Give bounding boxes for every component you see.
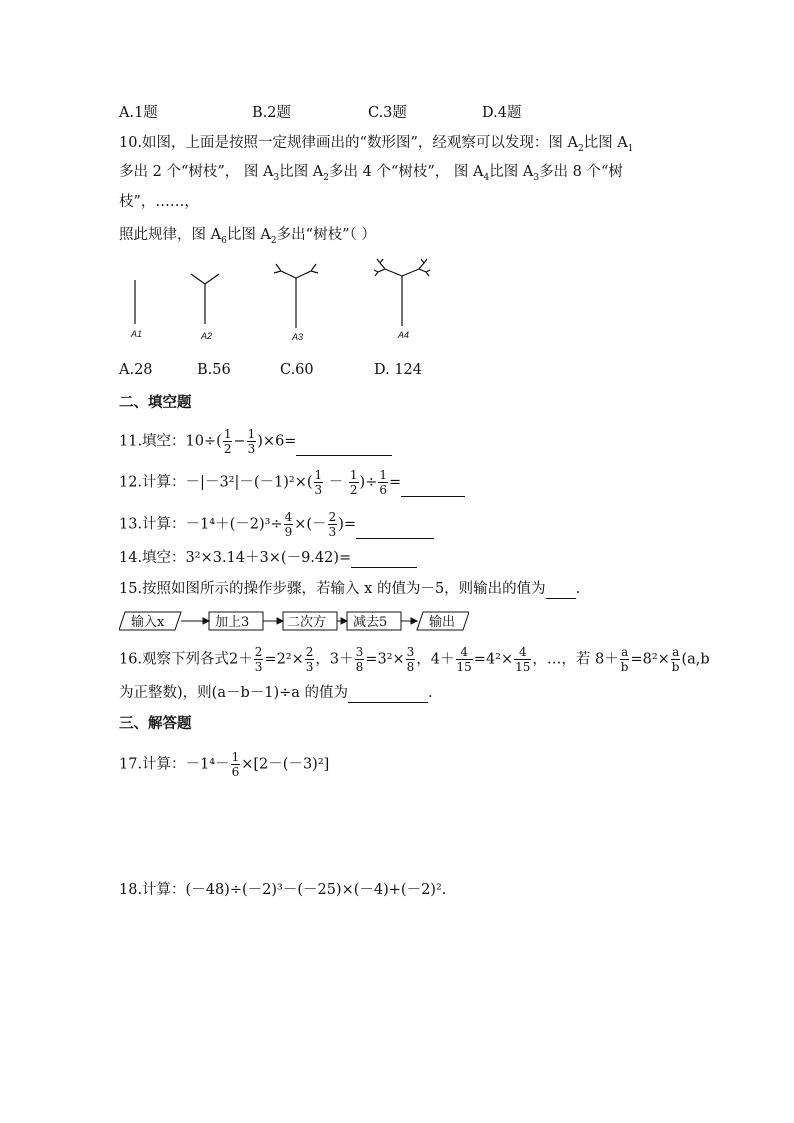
tree-label-a4: A4 (398, 330, 410, 340)
q10-option-c: C.60 (280, 362, 314, 378)
q12-answer-blank (401, 480, 465, 497)
q12: 12.计算：－|－3²|－(－1)²×( $\frac{1}{3}$ － $\frac{1}{2}$ )÷ $\frac{1}{6}$ = (119, 468, 465, 497)
section-2-heading: 二、填空题 (119, 394, 192, 411)
q15: 15.按照如图所示的操作步骤，若输入 x 的值为－5，则输出的值为 . (119, 581, 581, 597)
q16-answer-blank (348, 686, 428, 703)
q11: 11.填空：10÷( $\frac{1}{2}$ − $\frac{1}{3}$ )×6= (119, 427, 392, 456)
q10-line1: 10.如图，上面是按照一定规律画出的“数形图”，经观察可以发现：图 $A_2$比图 $A_1$ (119, 135, 634, 154)
flow-step-subtract: 减去5 (353, 615, 388, 630)
q17: 17.计算：－1⁴－ $\frac{1}{6}$ ×[2－(－3)²] (119, 750, 330, 779)
q16-line1: 16.观察下列各式2＋ $\frac{2}{3}$ =2²× $\frac{2}{3}$ ，3＋ $\frac{3}{8}$ =3²× $\frac{3}{8}$ ，4＋ $\frac{4}{15}$ =4²× $\frac{4}{15}$ ，…，若 8＋ $\frac{a}{b}$ =8²× $\frac{a}{b}$ (a,b (119, 645, 710, 674)
q14-answer-blank (351, 551, 417, 568)
tree-label-a1: A1 (131, 329, 143, 339)
q10-option-b: B.56 (197, 362, 231, 378)
q15-answer-blank (546, 582, 576, 599)
q9-option-d: D.4题 (482, 105, 522, 121)
q15-flowchart (119, 610, 469, 632)
flow-step-output: 输出 (429, 615, 456, 630)
q10-line2: 多出 2 个“树枝”， 图 $A_3$比图 $A_2$多出 4 个“树枝”， 图 $A_4$比图 $A_3$多出 8 个“树 (119, 164, 623, 183)
q9-option-b: B.2题 (252, 105, 291, 121)
q9-option-c: C.3题 (368, 105, 407, 121)
tree-label-a3: A3 (292, 332, 304, 342)
tree-figure (119, 258, 449, 348)
q10-line4: 照此规律，图 $A_6$比图 $A_2$多出“树枝”（ ） (119, 227, 376, 246)
flow-step-square: 二次方 (287, 615, 327, 630)
q13: 13.计算：－1⁴＋(－2)³÷ $\frac{4}{9}$ ×(－ $\frac{2}{3}$ )= (119, 510, 434, 539)
q14: 14.填空：3²×3.14＋3×(－9.42)= (119, 548, 417, 568)
q18: 18.计算：(－48)÷(－2)³－(－25)×(－4)+(－2)². (119, 882, 447, 898)
q16-line2: 为正整数)，则(a－b－1)÷a 的值为 . (119, 685, 433, 701)
tree-label-a2: A2 (201, 331, 213, 341)
q11-answer-blank (296, 439, 392, 456)
flow-step-add: 加上3 (215, 615, 250, 630)
q9-option-a: A.1题 (119, 105, 158, 121)
q10-line3: 枝”，……， (119, 194, 199, 210)
q10-option-d: D. 124 (374, 362, 423, 378)
q13-answer-blank (356, 522, 434, 539)
q10-option-a: A.28 (119, 362, 153, 378)
section-3-heading: 三、解答题 (119, 715, 192, 732)
flow-step-input: 输入x (131, 615, 165, 630)
